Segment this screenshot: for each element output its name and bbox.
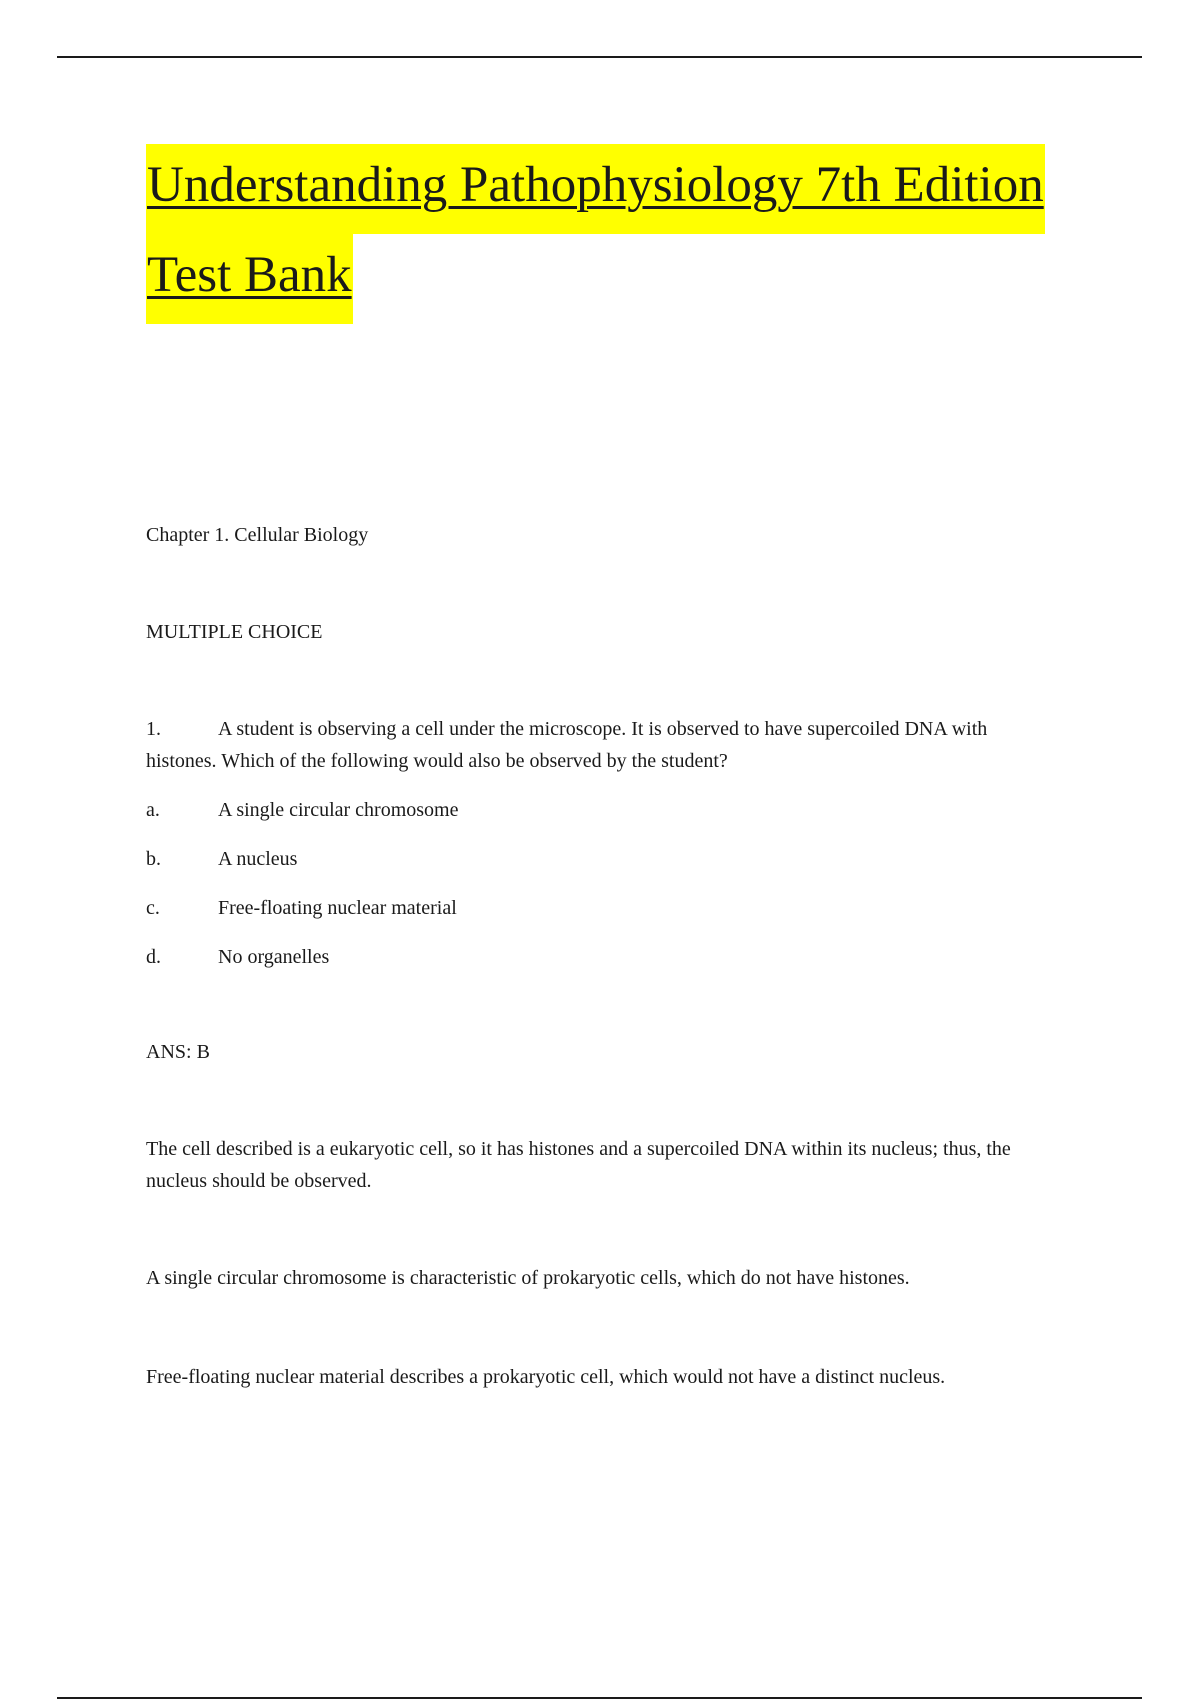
question-text: A student is observing a cell under the microscope. It is observed to have supercoiled DNA with histones. Which of the following would also be observed by the student?	[146, 718, 988, 772]
explanation-1: The cell described is a eukaryotic cell, so it has histones and a supercoiled DNA within its nucleus; thus, the nucleus should be observed.	[146, 1138, 1011, 1192]
option-text: Free-floating nuclear material	[218, 897, 457, 919]
option-text: A nucleus	[218, 848, 298, 870]
option-letter: a.	[146, 799, 160, 821]
section-heading: MULTIPLE CHOICE	[146, 621, 323, 643]
option-letter: b.	[146, 848, 161, 870]
title-line-1: Understanding Pathophysiology 7th Edition	[146, 144, 1045, 234]
answer-key: ANS: B	[146, 1041, 210, 1063]
option-a	[146, 794, 459, 843]
option-c	[146, 892, 459, 941]
option-text: No organelles	[218, 946, 330, 968]
option-d	[146, 941, 459, 990]
explanation-3: Free-floating nuclear material describes a prokaryotic cell, which would not have a distinct nucleus.	[146, 1366, 946, 1388]
title-line-2: Test Bank	[146, 234, 353, 324]
option-letter: c.	[146, 897, 160, 919]
answer-options	[146, 794, 459, 990]
option-letter: d.	[146, 946, 161, 968]
document-title	[146, 144, 1106, 324]
top-divider	[57, 56, 1142, 58]
option-b	[146, 843, 459, 892]
explanation-2: A single circular chromosome is characteristic of prokaryotic cells, which do not have histones.	[146, 1267, 910, 1289]
option-text: A single circular chromosome	[218, 799, 459, 821]
question-1	[146, 713, 1046, 777]
question-number: 1.	[146, 718, 161, 740]
chapter-heading: Chapter 1. Cellular Biology	[146, 524, 369, 546]
bottom-divider	[57, 1697, 1142, 1699]
